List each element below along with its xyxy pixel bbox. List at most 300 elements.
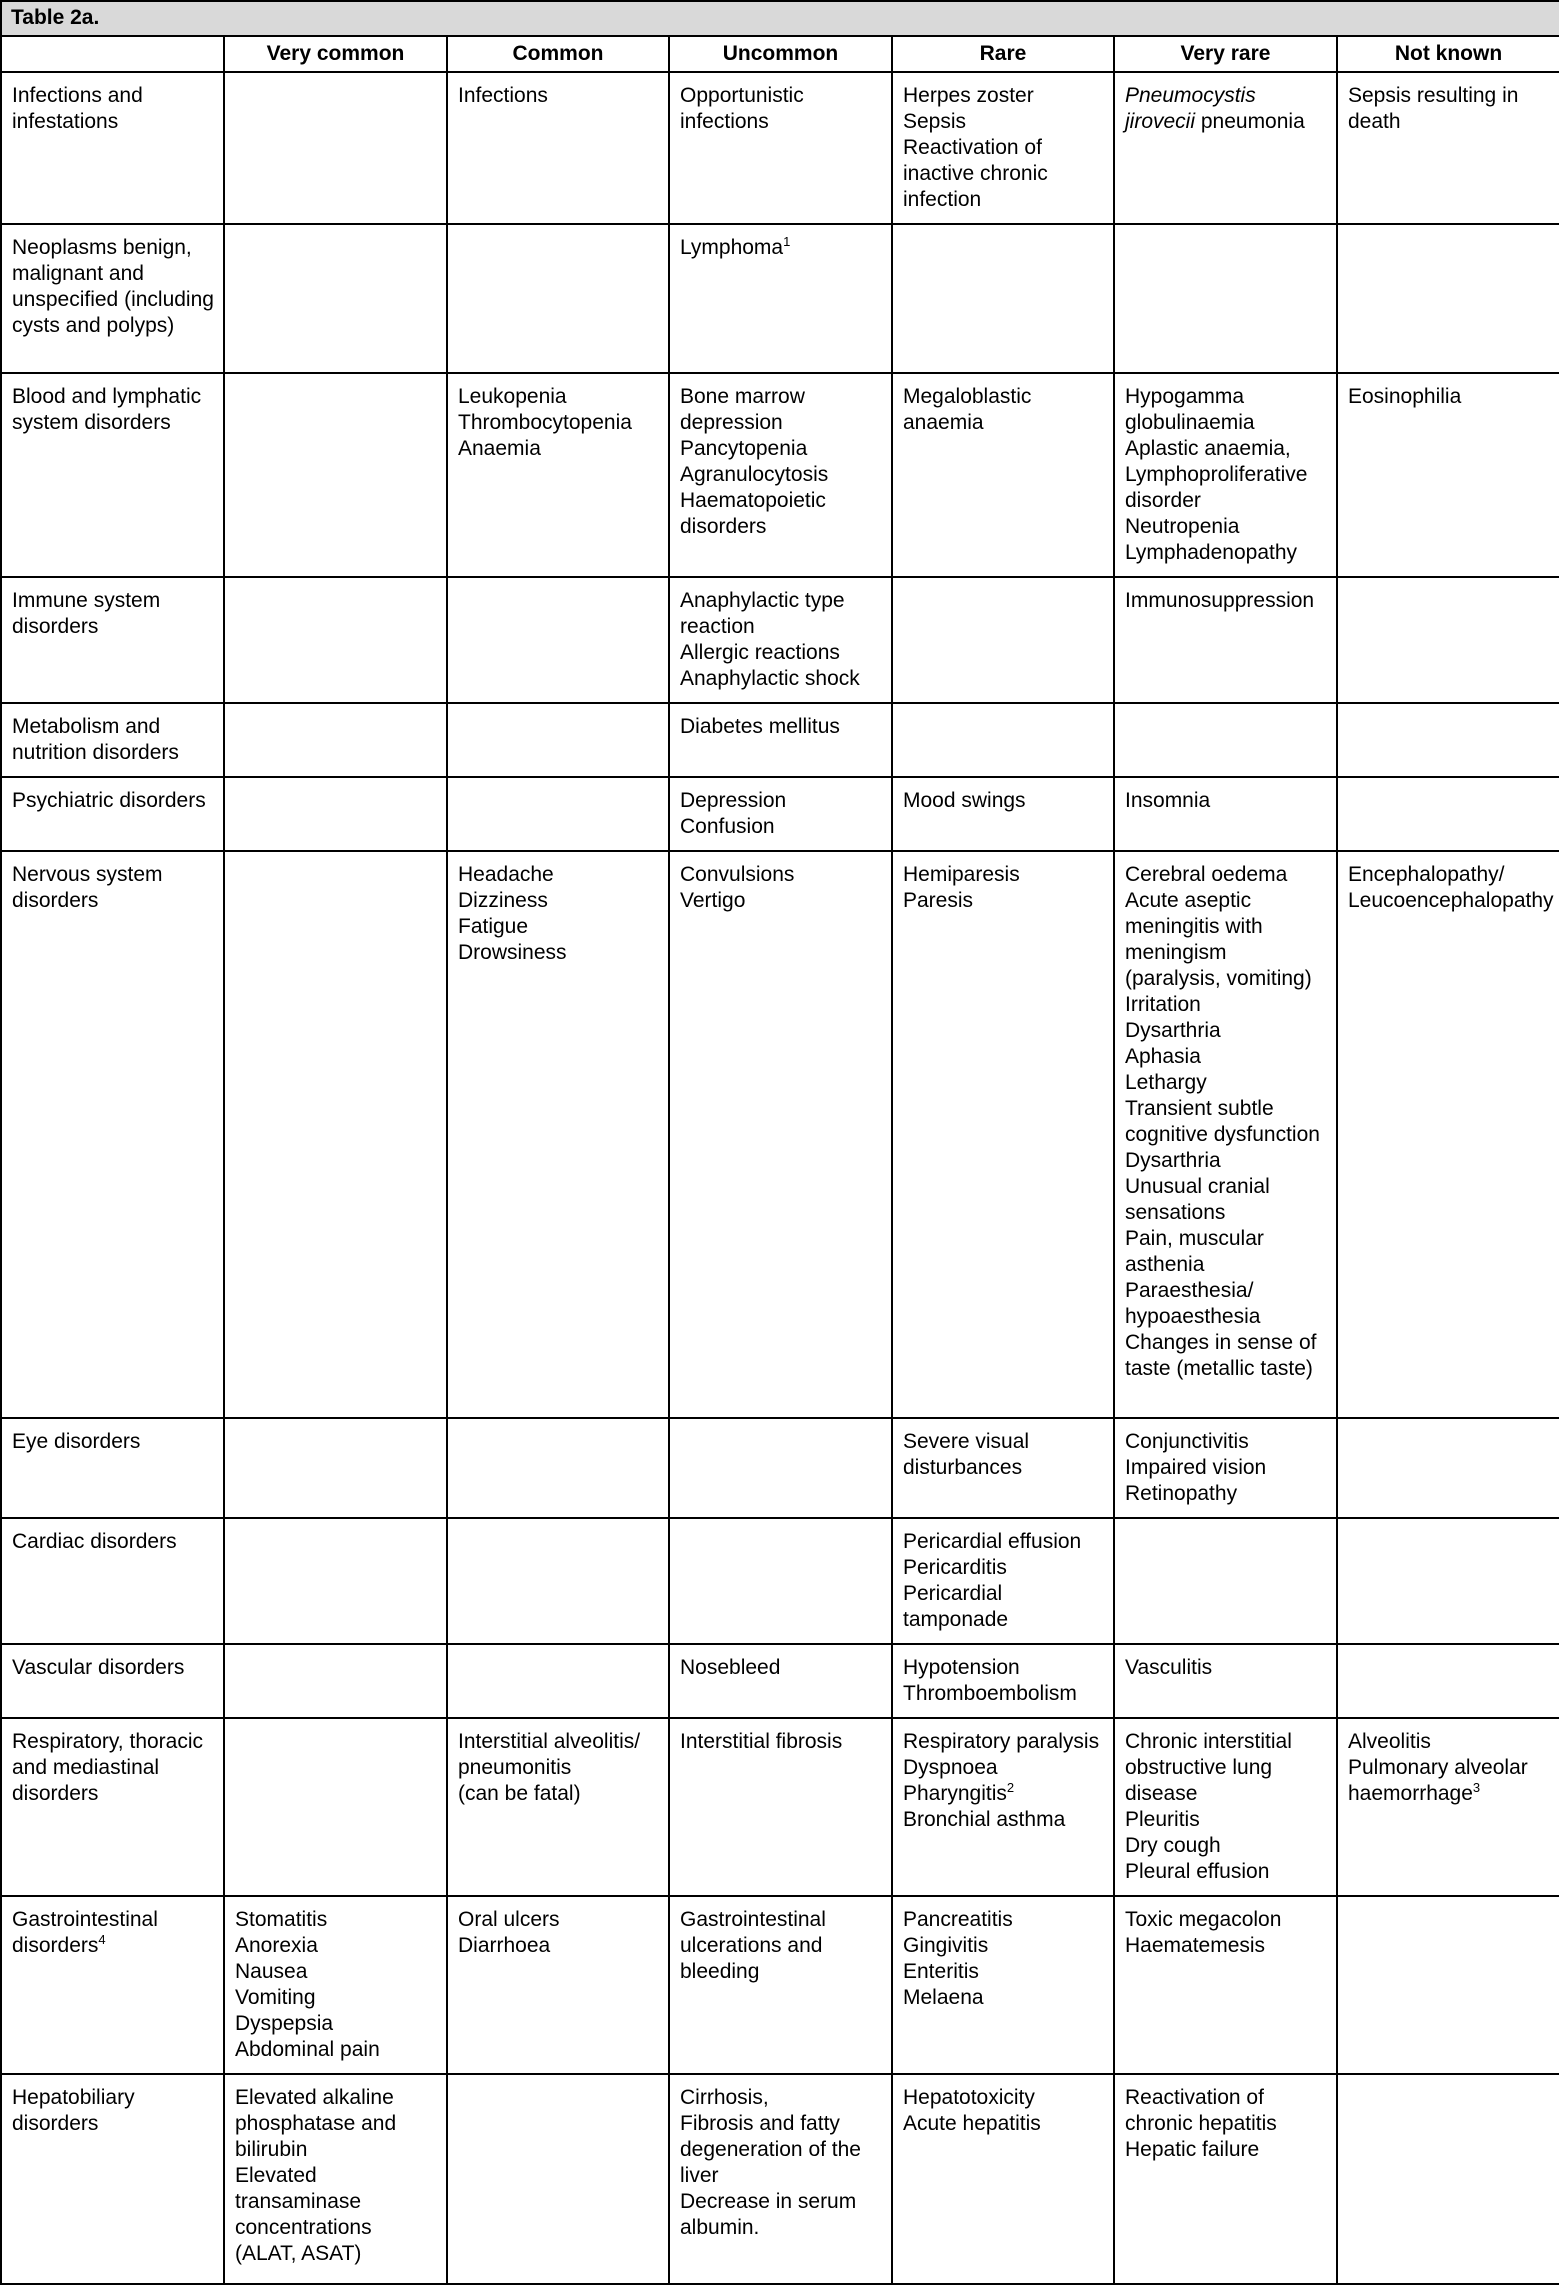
uncommon-cell [669,1896,892,2074]
reaction-text: Hemiparesis [903,863,1020,886]
soc-label: Gastrointestinal disorders [12,1908,158,1957]
rare-cell [892,72,1114,224]
very-common-cell [224,1518,447,1644]
reaction-text: Nausea [235,1960,308,1983]
soc-label: Vascular disorders [12,1656,185,1679]
not-known-cell [1337,851,1559,1418]
reaction-text: Bone marrow depression [680,385,805,434]
reaction-text: Dizziness [458,889,548,912]
very-rare-cell [1114,577,1337,703]
reaction-text: Convulsions [680,863,795,886]
very-common-cell [224,1418,447,1518]
table-row [1,1518,1559,1644]
reaction-item [458,1933,659,1959]
not-known-cell [1337,373,1559,577]
reaction-item [458,1729,659,1781]
soc-label: Immune system disorders [12,589,161,638]
reaction-item [1125,1044,1327,1070]
reaction-item [1125,540,1327,566]
common-cell [447,2074,669,2284]
footnote-marker: 2 [1006,1780,1015,1795]
reaction-item [235,2037,437,2063]
common-cell [447,777,669,851]
reaction-item [1125,1907,1327,1933]
uncommon-cell [669,1518,892,1644]
uncommon-cell [669,1644,892,1718]
reaction-text: Enteritis [903,1960,979,1983]
header-very-rare: Very rare [1114,36,1337,72]
uncommon-cell [669,1718,892,1896]
reaction-item [1125,992,1327,1018]
reaction-text: Aplastic anaemia, [1125,437,1291,460]
reaction-text: Encephalopathy/ [1348,863,1505,886]
very-common-cell [224,851,447,1418]
reaction-text: Insomnia [1125,789,1211,812]
very-rare-cell [1114,1896,1337,2074]
reaction-text: Alveolitis [1348,1730,1431,1753]
table-row [1,1644,1559,1718]
footnote-marker: 1 [783,234,791,249]
reaction-item [1125,1070,1327,1096]
reaction-text: Eosinophilia [1348,385,1462,408]
uncommon-cell [669,851,892,1418]
uncommon-cell [669,1418,892,1518]
reaction-text: Anorexia [235,1934,318,1957]
reaction-item [903,109,1104,135]
reaction-text: Fatigue [458,915,529,938]
rare-cell [892,1896,1114,2074]
reaction-item [1125,1330,1327,1382]
reaction-text: Oral ulcers [458,1908,560,1931]
common-cell [447,1418,669,1518]
common-cell [447,72,669,224]
reaction-item [235,1933,437,1959]
very-common-cell [224,703,447,777]
very-rare-cell [1114,1644,1337,1718]
reaction-item [903,1781,1104,1807]
reaction-item [680,814,882,840]
reaction-item [1125,1226,1327,1278]
reaction-item [1125,1018,1327,1044]
soc-cell [1,72,224,224]
common-cell [447,851,669,1418]
common-cell [447,1644,669,1718]
reaction-item [903,384,1104,436]
uncommon-cell [669,577,892,703]
reaction-item [1125,2085,1327,2137]
reaction-item [680,462,882,488]
common-cell [447,577,669,703]
reaction-text: Reactivation of inactive chronic infection [903,136,1048,211]
soc-cell [1,373,224,577]
reaction-item [1125,1096,1327,1148]
rare-cell [892,224,1114,373]
reaction-text: Cerebral oedema [1125,863,1288,886]
table-body [1,72,1559,2284]
reaction-text: Elevated alkaline phosphatase and bilirubin [235,2086,397,2161]
header-not-known: Not known [1337,36,1559,72]
not-known-cell [1337,703,1559,777]
header-row [1,36,1559,72]
reaction-text: Retinopathy [1125,1482,1238,1505]
reaction-item [903,1655,1104,1681]
italic-organism-name: Pneumocystis jirovecii [1125,84,1256,133]
reaction-item [1125,1278,1327,1330]
reaction-item [1125,1807,1327,1833]
reaction-text: Acute hepatitis [903,2112,1041,2135]
reaction-item [680,788,882,814]
reaction-item [903,1681,1104,1707]
rare-cell [892,373,1114,577]
reaction-text: Mood swings [903,789,1026,812]
table-row [1,851,1559,1418]
reaction-item [680,888,882,914]
very-common-cell [224,224,447,373]
very-common-cell [224,373,447,577]
very-rare-cell [1114,1718,1337,1896]
reaction-text: Anaphylactic shock [680,667,860,690]
footnote-marker: 3 [1472,1780,1481,1795]
soc-cell [1,224,224,373]
reaction-text: Haematopoietic disorders [680,489,826,538]
reaction-text: Thromboembolism [903,1682,1077,1705]
reaction-text: Respiratory paralysis [903,1730,1100,1753]
reaction-item [458,83,659,109]
soc-cell [1,851,224,1418]
reaction-text: Lymphoma [680,236,784,259]
reaction-text: Cirrhosis, [680,2086,769,2109]
soc-label: Metabolism and nutrition disorders [12,715,179,764]
reaction-text: Pancreatitis [903,1908,1013,1931]
reaction-text: Depression [680,789,787,812]
reaction-item: Pneumocystis jirovecii pneumonia [1125,84,1305,133]
reaction-item [1125,514,1327,540]
very-common-cell [224,1896,447,2074]
table-row [1,1718,1559,1896]
reaction-item [680,714,882,740]
table-row [1,2074,1559,2284]
reaction-item [458,940,659,966]
reaction-text: Hepatotoxicity [903,2086,1035,2109]
reaction-item [903,1933,1104,1959]
common-cell [447,1896,669,2074]
reaction-item [903,1581,1104,1633]
common-cell [447,373,669,577]
reaction-text: Leukopenia [458,385,567,408]
reaction-text: Lymphoproliferative disorder [1125,463,1308,512]
reaction-item [680,488,882,540]
reaction-text: Paresis [903,889,974,912]
reaction-item [458,1781,659,1807]
table-row [1,224,1559,373]
reaction-text: Nosebleed [680,1656,781,1679]
very-rare-cell [1114,703,1337,777]
reaction-text: Pericarditis [903,1556,1007,1579]
reaction-item [680,235,882,261]
reaction-item [458,436,659,462]
reaction-item [680,862,882,888]
rare-cell [892,1718,1114,1896]
reaction-text: Elevated transaminase concentrations (ALAT, ASAT) [235,2164,372,2265]
soc-label: Psychiatric disorders [12,789,206,812]
rare-cell [892,1518,1114,1644]
reaction-item [1125,384,1327,436]
uncommon-cell [669,224,892,373]
reaction-text: Haematemesis [1125,1934,1266,1957]
table-row [1,703,1559,777]
reaction-text: Drowsiness [458,941,567,964]
reaction-item [1348,862,1550,888]
reaction-item [1125,1429,1327,1455]
reaction-text: Vertigo [680,889,746,912]
reaction-text: Diabetes mellitus [680,715,840,738]
not-known-cell [1337,1718,1559,1896]
soc-cell [1,1896,224,2074]
reaction-text: Sepsis [903,110,967,133]
soc-cell [1,2074,224,2284]
very-rare-cell [1114,2074,1337,2284]
reaction-text: Herpes zoster [903,84,1034,107]
very-rare-cell [1114,777,1337,851]
header-soc [1,36,224,72]
reaction-item [458,888,659,914]
not-known-cell [1337,577,1559,703]
reaction-item [458,410,659,436]
reaction-item [903,1985,1104,2011]
uncommon-cell [669,703,892,777]
reaction-text: Transient subtle cognitive dysfunction [1125,1097,1320,1146]
not-known-cell [1337,2074,1559,2284]
soc-cell [1,1518,224,1644]
table-row [1,577,1559,703]
soc-cell [1,1418,224,1518]
reaction-item [680,83,882,135]
reaction-text: Diarrhoea [458,1934,551,1957]
reaction-text: Dyspnoea [903,1756,998,1779]
reaction-text: Stomatitis [235,1908,328,1931]
reaction-item [1125,1455,1327,1481]
soc-label: Infections and infestations [12,84,143,133]
not-known-cell [1337,1644,1559,1718]
very-common-cell [224,2074,447,2284]
not-known-cell [1337,224,1559,373]
reaction-text: Changes in sense of taste (metallic taste) [1125,1331,1317,1380]
reaction-item [458,1907,659,1933]
common-cell [447,1718,669,1896]
reaction-text: Abdominal pain [235,2038,380,2061]
reaction-item [903,1807,1104,1833]
table-title: Table 2a. [1,1,1559,36]
very-common-cell [224,577,447,703]
reaction-text: Lethargy [1125,1071,1207,1094]
reaction-text: Vasculitis [1125,1656,1213,1679]
reaction-text: Hepatic failure [1125,2138,1260,2161]
reaction-text: Fibrosis and fatty degeneration of the liver [680,2112,861,2187]
reaction-item [903,888,1104,914]
table-row [1,373,1559,577]
reaction-item [1125,862,1327,888]
reaction-item [1125,462,1327,514]
reaction-text: Interstitial alveolitis/ pneumonitis [458,1730,641,1779]
reaction-item [680,1655,882,1681]
soc-label: Neoplasms benign, malignant and unspecified (including cysts and polyps) [12,236,214,337]
reaction-text: Neutropenia [1125,515,1240,538]
reaction-text: Pericardial tamponade [903,1582,1009,1631]
reaction-item [903,2111,1104,2137]
soc-label: Hepatobiliary disorders [12,2086,135,2135]
reaction-text: Melaena [903,1986,984,2009]
very-rare-cell [1114,72,1337,224]
reaction-item [235,1985,437,2011]
reaction-text: Thrombocytopenia [458,411,632,434]
rare-cell [892,1644,1114,1718]
rare-cell [892,703,1114,777]
rare-cell [892,851,1114,1418]
reaction-item [903,1959,1104,1985]
reaction-item [1125,1933,1327,1959]
reaction-text: Pain, muscular asthenia [1125,1227,1264,1276]
soc-cell [1,1718,224,1896]
soc-cell [1,577,224,703]
not-known-cell [1337,72,1559,224]
reaction-item [1125,2137,1327,2163]
reaction-item [458,914,659,940]
soc-cell [1,777,224,851]
reaction-item [1348,888,1554,914]
reaction-item [680,640,882,666]
very-rare-cell [1114,373,1337,577]
reaction-item [1125,1148,1327,1174]
reaction-item [1125,1481,1327,1507]
reaction-item [680,1907,882,1985]
soc-label: Eye disorders [12,1430,141,1453]
reaction-item [1125,1729,1327,1807]
reaction-item [903,135,1104,213]
reaction-text: Reactivation of chronic hepatitis [1125,2086,1277,2135]
reaction-item [1125,1174,1327,1226]
reaction-text: Bronchial asthma [903,1808,1066,1831]
reaction-text: Severe visual disturbances [903,1430,1030,1479]
not-known-cell [1337,777,1559,851]
reaction-item [235,2163,437,2267]
footnote-marker: 4 [98,1932,106,1947]
reaction-item [458,384,659,410]
header-uncommon: Uncommon [669,36,892,72]
reaction-item [680,2111,882,2189]
reaction-item [903,83,1104,109]
reaction-item [1125,1859,1327,1885]
uncommon-cell [669,777,892,851]
reaction-item [1348,384,1550,410]
reaction-item [1125,436,1327,462]
reaction-text: Impaired vision [1125,1456,1267,1479]
table-row [1,777,1559,851]
reaction-item [680,384,882,436]
reaction-item [680,1729,882,1755]
reaction-item [1125,588,1327,614]
reaction-text: Gingivitis [903,1934,989,1957]
soc-label: Nervous system disorders [12,863,163,912]
reaction-text: Megaloblastic anaemia [903,385,1032,434]
reaction-text: Pulmonary alveolar haemorrhage [1348,1756,1528,1805]
header-common: Common [447,36,669,72]
table-row [1,72,1559,224]
reaction-item [680,2189,882,2241]
reaction-item [903,788,1104,814]
reaction-text: Anaphylactic type reaction [680,589,845,638]
reaction-item [680,2085,882,2111]
reaction-text: Pleuritis [1125,1808,1200,1831]
reaction-text: Pharyngitis [903,1782,1007,1805]
reaction-item [903,862,1104,888]
uncommon-cell [669,2074,892,2284]
reaction-text: Pleural effusion [1125,1860,1270,1883]
reaction-text: Unusual cranial sensations [1125,1175,1270,1224]
reaction-text: Pericardial effusion [903,1530,1082,1553]
common-cell [447,1518,669,1644]
very-common-cell [224,1718,447,1896]
reaction-text: Toxic megacolon [1125,1908,1282,1931]
rare-cell [892,777,1114,851]
soc-label: Blood and lymphatic system disorders [12,385,202,434]
reaction-text: (can be fatal) [458,1782,581,1805]
not-known-cell [1337,1518,1559,1644]
uncommon-cell [669,72,892,224]
reaction-text: Dyspepsia [235,2012,334,2035]
reaction-item [235,1907,437,1933]
reaction-item [903,1529,1104,1555]
reaction-item [235,1959,437,1985]
reaction-text: Interstitial fibrosis [680,1730,843,1753]
header-very-common: Very common [224,36,447,72]
reaction-item [235,2011,437,2037]
reaction-text: Headache [458,863,554,886]
reaction-item [1348,1755,1550,1807]
reaction-item [235,2085,437,2163]
very-common-cell [224,1644,447,1718]
soc-cell [1,703,224,777]
reaction-text: Conjunctivitis [1125,1430,1249,1453]
reaction-item [680,436,882,462]
reaction-text: Hypogamma globulinaemia [1125,385,1255,434]
reaction-item [1125,788,1327,814]
table-row [1,1896,1559,2074]
reaction-text: Lymphadenopathy [1125,541,1298,564]
reaction-text: Hypotension [903,1656,1020,1679]
reaction-item [903,1729,1104,1755]
reaction-text: Vomiting [235,1986,316,2009]
reaction-item [1348,83,1550,135]
rare-cell [892,1418,1114,1518]
very-rare-cell [1114,851,1337,1418]
reaction-item [1125,1655,1327,1681]
reaction-item [903,2085,1104,2111]
reaction-text: Agranulocytosis [680,463,829,486]
soc-label: Respiratory, thoracic and mediastinal disorders [12,1730,204,1805]
uncommon-cell [669,373,892,577]
reaction-text: Dysarthria [1125,1149,1221,1172]
rare-cell [892,2074,1114,2284]
reaction-text: Acute aseptic meningitis with meningism (paralysis, vomiting) [1125,889,1312,990]
reaction-text: Irritation [1125,993,1201,1016]
very-rare-cell [1114,1418,1337,1518]
reaction-text: Sepsis resulting in death [1348,84,1519,133]
reaction-text: Confusion [680,815,775,838]
reaction-text: Infections [458,84,548,107]
reaction-item [1125,1833,1327,1859]
soc-label: Cardiac disorders [12,1530,177,1553]
reaction-item [903,1907,1104,1933]
